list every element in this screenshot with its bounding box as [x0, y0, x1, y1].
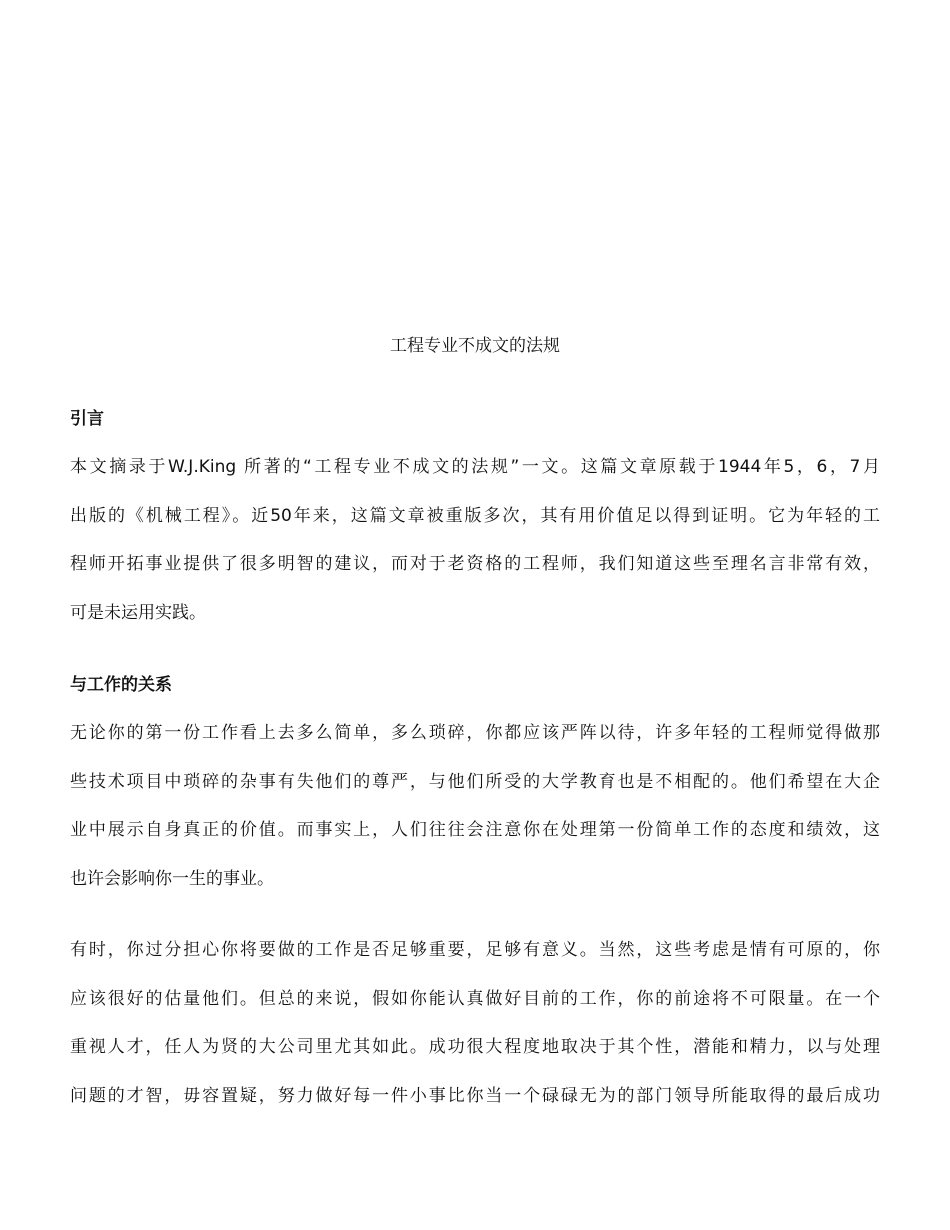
paragraph-line: 出版的《机械工程》。近50年来，这篇文章被重版多次，其有用价值足以得到证明。它为年轻的工	[70, 505, 880, 526]
paragraph-work-relations-2	[70, 926, 880, 1120]
paragraph-introduction	[70, 443, 880, 637]
paragraph-work-relations-1	[70, 709, 880, 903]
section-heading-work-relations: 与工作的关系	[70, 675, 172, 695]
paragraph-line: 本文摘录于W.J.King 所著的“工程专业不成文的法规”一文。这篇文章原载于1944年5，6，7月	[70, 457, 880, 477]
section-heading-introduction: 引言	[70, 409, 104, 429]
paragraph-line: 也许会影响你一生的事业。	[70, 868, 274, 889]
paragraph-line: 问题的才智，毋容置疑，努力做好每一件小事比你当一个碌碌无为的部门领导所能取得的最后成功	[70, 1085, 880, 1106]
paragraph-line: 重视人才，任人为贤的大公司里尤其如此。成功很大程度地取决于其个性，潜能和精力，以与处理	[70, 1037, 880, 1057]
paragraph-line: 可是未运用实践。	[70, 602, 206, 623]
document-title: 工程专业不成文的法规	[390, 336, 560, 356]
paragraph-line: 应该很好的估量他们。但总的来说，假如你能认真做好目前的工作，你的前途将不可限量。在一个	[70, 988, 880, 1009]
paragraph-line: 业中展示自身真正的价值。而事实上，人们往往会注意你在处理第一份简单工作的态度和绩效，这	[70, 820, 880, 840]
paragraph-line: 程师开拓事业提供了很多明智的建议，而对于老资格的工程师，我们知道这些至理名言非常有效，	[70, 554, 880, 574]
paragraph-line: 些技术项目中琐碎的杂事有失他们的尊严，与他们所受的大学教育也是不相配的。他们希望在大企	[70, 771, 880, 792]
paragraph-line: 无论你的第一份工作看上去多么简单，多么琐碎，你都应该严阵以待，许多年轻的工程师觉得做那	[70, 723, 880, 743]
paragraph-line: 有时，你过分担心你将要做的工作是否足够重要，足够有意义。当然，这些考虑是情有可原的，你	[70, 940, 880, 960]
